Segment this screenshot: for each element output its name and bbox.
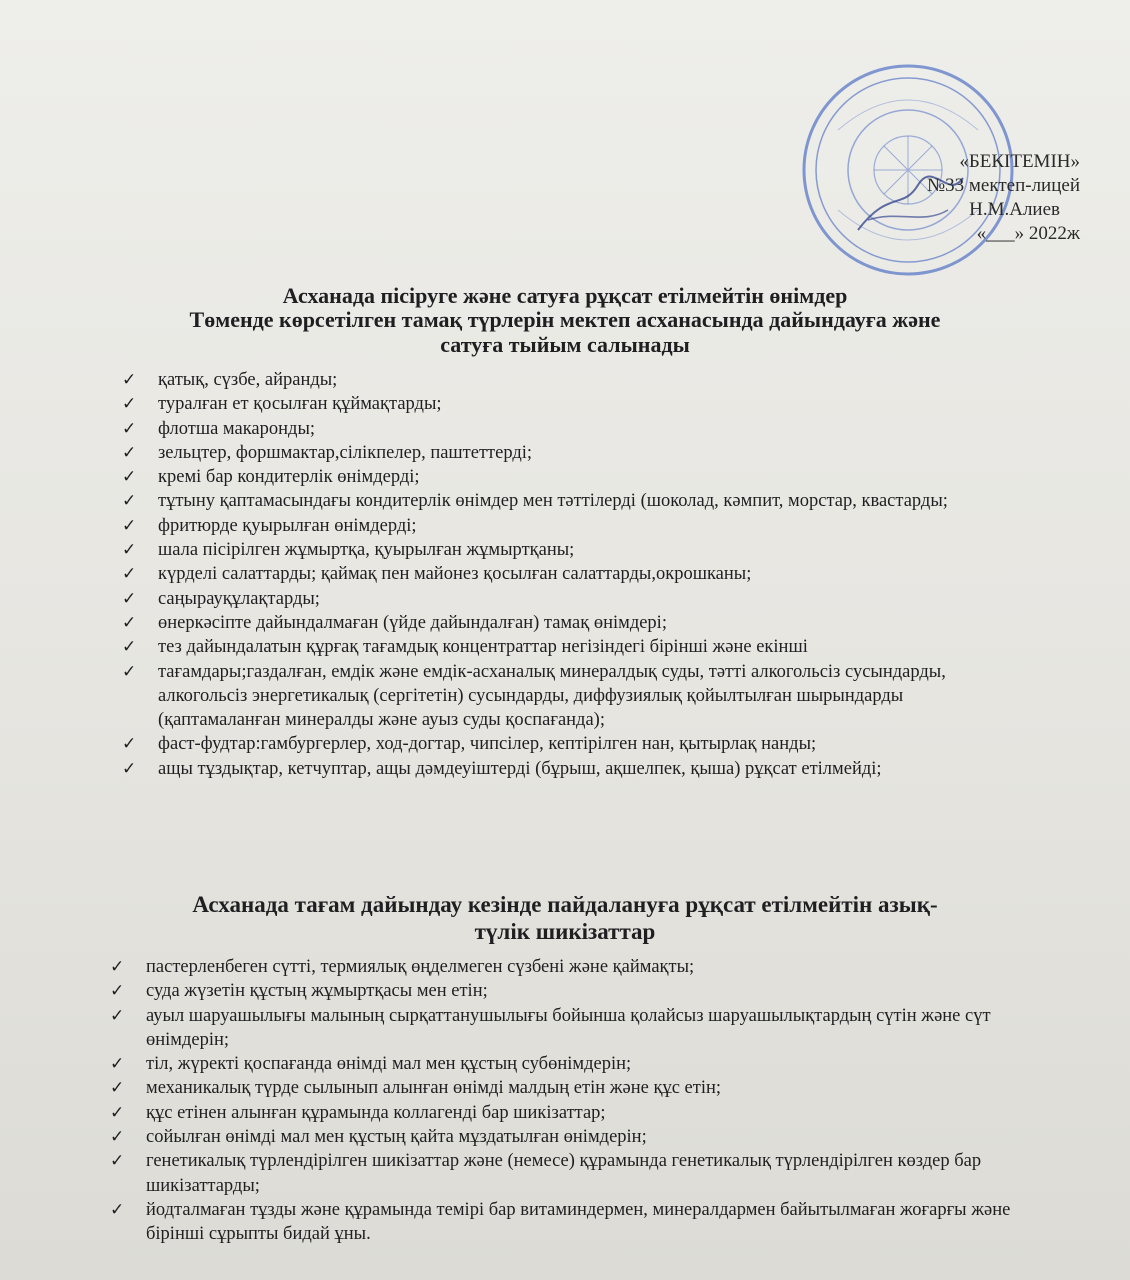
list-item: ✓ суда жүзетін құстың жұмыртқасы мен етін; — [110, 979, 1050, 1003]
checkmark-icon: ✓ — [122, 661, 137, 681]
approval-year: 2022ж — [1028, 223, 1080, 244]
checkmark-icon: ✓ — [110, 981, 125, 1001]
section1-subtitle-line1: Төменде көрсетілген тамақ түрлерін мектеп асханасында дайындауға және — [189, 307, 941, 332]
approval-school: №33 мектеп-лицей — [927, 175, 1080, 196]
section1-title: Асханада пісіруге және сатуға рұқсат етілмейтін өнімдер — [282, 283, 848, 308]
checkmark-icon: ✓ — [122, 564, 137, 584]
checkmark-icon: ✓ — [110, 1078, 125, 1098]
checkmark-icon: ✓ — [122, 515, 137, 535]
checkmark-icon: ✓ — [122, 588, 137, 608]
checkmark-icon: ✓ — [122, 540, 137, 560]
list-item: ✓ ауыл шаруашылығы малының сырқаттанушылығы бойынша қолайсыз шаруашылықтардың сүтін және сүт өнімдерін; — [110, 1005, 991, 1050]
checkmark-icon: ✓ — [110, 1005, 125, 1025]
list-item: ✓ зельцтер, форшмактар,сілікпелер, паштеттерді; — [122, 441, 1022, 465]
approval-heading: «БЕКІТЕМІН» — [959, 151, 1080, 172]
approval-block — [780, 150, 1080, 246]
approval-director-name: Н.М.Алиев — [969, 199, 1060, 220]
checkmark-icon: ✓ — [122, 467, 137, 487]
section2-title-line2: түлік шикізаттар — [474, 919, 656, 944]
checkmark-icon: ✓ — [122, 370, 137, 389]
list-item: ✓ тез дайындалатын құрғақ тағамдық концентраттар негізіндегі бірінші және екінші — [122, 635, 1022, 659]
list-item: ✓ сойылған өнімді мал мен құстың қайта мұздатылған өнімдерін; — [110, 1125, 1050, 1149]
list-item: ✓ пастерленбеген сүтті, термиялық өңделмеген сүзбені және қаймақты; — [110, 955, 1050, 979]
list-item: ✓ фаст-фудтар:гамбургерлер, ход-догтар, чипсілер, кептірілген нан, қытырлақ нанды; — [122, 732, 1022, 756]
list-item: ✓ йодталмаған тұзды және құрамында темірі бар витаминдермен, минералдармен байытылмаған жоғарғы және бірінші сұрыпты бидай ұны. — [110, 1199, 1011, 1245]
list-item: ✓ өнеркәсіпте дайындалмаған (үйде дайындалған) тамақ өнімдері; — [122, 611, 1022, 635]
list-item: ✓ кремі бар кондитерлік өнімдерді; — [122, 465, 1022, 489]
checkmark-icon: ✓ — [110, 957, 125, 976]
checkmark-icon: ✓ — [122, 394, 137, 414]
approval-date — [780, 222, 1080, 246]
list-item: ✓ генетикалық түрлендірілген шикізаттар және (немесе) құрамында генетикалық түрлендірілген көздер бар шикізаттарды; — [110, 1151, 982, 1196]
checkmark-icon: ✓ — [122, 734, 137, 754]
checkmark-icon: ✓ — [122, 442, 137, 462]
checkmark-icon: ✓ — [122, 491, 137, 511]
list-item: ✓ фритюрде қуырылған өнімдерді; — [122, 514, 1022, 538]
checkmark-icon: ✓ — [122, 758, 137, 778]
section1-subtitle-line2: сатуға тыйым салынады — [440, 332, 690, 357]
section1-list — [122, 368, 1022, 781]
list-item: ✓ тұтыну қаптамасындағы кондитерлік өнімдер мен тәттілерді (шоколад, кәмпит, морстар, квастарды; — [122, 489, 1022, 513]
checkmark-icon: ✓ — [110, 1151, 125, 1171]
approval-date-blank: «___» — [976, 223, 1025, 244]
list-item: ✓ тіл, жүректі қоспағанда өнімді мал мен құстың субөнімдерін; — [110, 1052, 1050, 1076]
list-item: ✓ шала пісірілген жұмыртқа, қуырылған жұмыртқаны; — [122, 538, 1022, 562]
checkmark-icon: ✓ — [110, 1054, 125, 1074]
checkmark-icon: ✓ — [110, 1127, 125, 1147]
list-item: ✓ ащы тұздықтар, кетчуптар, ащы дәмдеуіштерді (бұрыш, ақшелпек, қыша) рұқсат етілмейді; — [122, 757, 1022, 781]
checkmark-icon: ✓ — [122, 637, 137, 657]
checkmark-icon: ✓ — [110, 1199, 125, 1219]
list-item: ✓ саңырауқұлақтарды; — [122, 587, 1022, 611]
list-item: ✓ құс етінен алынған құрамында коллагенді бар шикізаттар; — [110, 1101, 1050, 1125]
list-item: ✓ механикалық түрде сылынып алынған өнімді малдың етін және құс етін; — [110, 1076, 1050, 1100]
section2-title-line1: Асханада тағам дайындау кезінде пайдалануға рұқсат етілмейтін азық- — [192, 892, 938, 917]
section2-list — [110, 955, 1050, 1247]
checkmark-icon: ✓ — [110, 1102, 125, 1122]
checkmark-icon: ✓ — [122, 418, 137, 438]
list-item: ✓ күрделі салаттарды; қаймақ пен майонез қосылған салаттарды,окрошканы; — [122, 562, 1022, 586]
list-item: ✓ флотша макаронды; — [122, 417, 1022, 441]
list-item: ✓ тағамдары;газдалған, емдік және емдік-асханалық минералдық суды, тәтті алкогольсіз сусындарды, алкогольсіз энергетикалық (сергітетін) сусындарды, диффузиялық қойылтылған шырындарды (қаптамаланған минералды және ауыз суды қоспағанда); — [122, 661, 946, 731]
checkmark-icon: ✓ — [122, 612, 137, 632]
list-item: ✓ қатық, сүзбе, айранды; — [122, 368, 1022, 392]
list-item: ✓ туралған ет қосылған құймақтарды; — [122, 392, 1022, 416]
